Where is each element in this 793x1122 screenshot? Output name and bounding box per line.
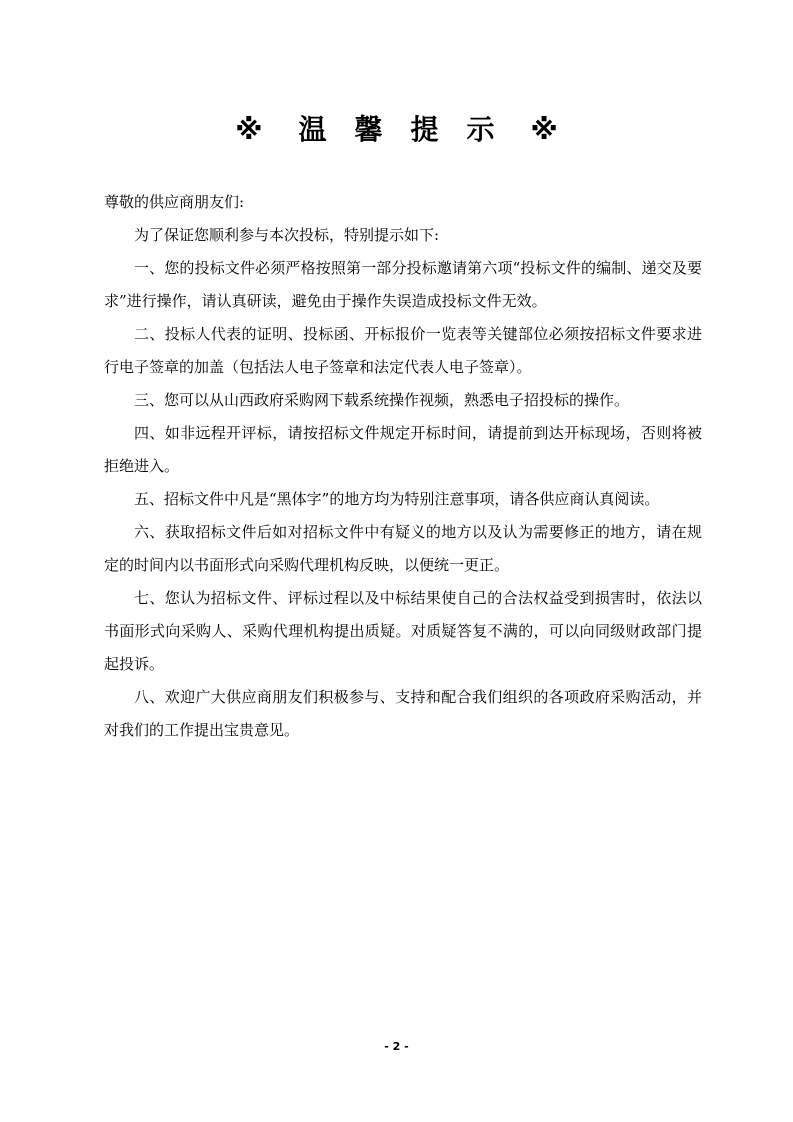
title-char-2: 馨	[354, 113, 383, 146]
reference-mark-right: ※	[530, 113, 558, 146]
intro-paragraph: 为了保证您顺利参与本次投标，特别提示如下:	[134, 226, 440, 244]
notice-item-1: 一、您的投标文件必须严格按照第一部分投标邀请第六项“投标文件的编制、递交及要求”进行操作，请认真研读，避免由于操作失误造成投标文件无效。	[104, 259, 702, 310]
notice-item-5: 五、招标文件中凡是“黑体字”的地方均为特别注意事项，请各供应商认真阅读。	[134, 490, 660, 508]
title-char-3: 提	[410, 113, 439, 146]
notice-body	[104, 186, 702, 747]
notice-item-7: 七、您认为招标文件、评标过程以及中标结果使自己的合法权益受到损害时，依法以书面形式向采购人、采购代理机构提出质疑。对质疑答复不满的，可以向同级财政部门提起投诉。	[104, 589, 702, 673]
title-char-1: 温	[298, 113, 327, 146]
reference-mark-left: ※	[235, 113, 263, 146]
notice-item-3: 三、您可以从山西政府采购网下载系统操作视频，熟悉电子招投标的操作。	[134, 391, 630, 409]
notice-item-4: 四、如非远程开评标，请按招标文件规定开标时间，请提前到达开标现场，否则将被拒绝进入。	[104, 424, 702, 475]
page-title	[0, 108, 793, 148]
notice-item-2: 二、投标人代表的证明、投标函、开标报价一览表等关键部位必须按招标文件要求进行电子签章的加盖（包括法人电子签章和法定代表人电子签章）。	[104, 325, 702, 376]
greeting: 尊敬的供应商朋友们:	[104, 193, 245, 211]
notice-item-8: 八、欢迎广大供应商朋友们积极参与、支持和配合我们组织的各项政府采购活动，并对我们的工作提出宝贵意见。	[104, 688, 702, 739]
title-char-4: 示	[466, 113, 495, 146]
notice-item-6: 六、获取招标文件后如对招标文件中有疑义的地方以及认为需要修正的地方，请在规定的时间内以书面形式向采购代理机构反映，以便统一更正。	[104, 523, 702, 574]
page-number: - 2 -	[384, 1040, 409, 1053]
